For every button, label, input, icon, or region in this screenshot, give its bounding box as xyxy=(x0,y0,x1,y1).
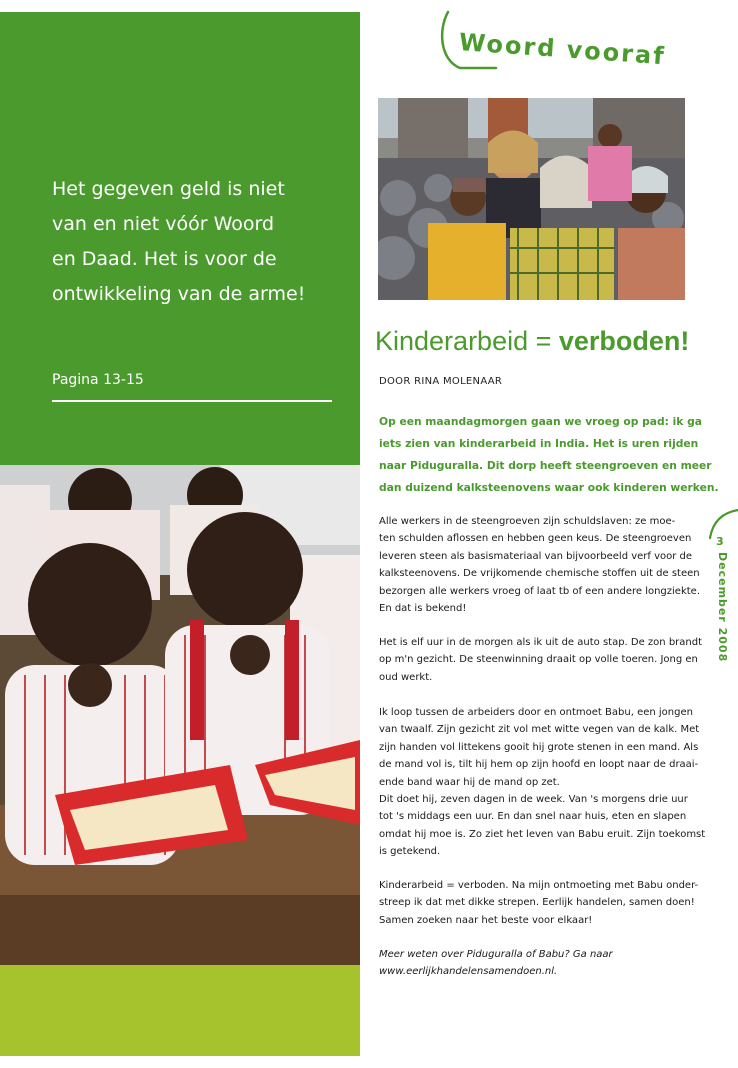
body-line: leveren steen als basismateriaal van bijvoorbeeld verf voor de xyxy=(379,550,693,562)
body-line: bezorgen alle werkers vroeg of laat tb of een andere longziekte. xyxy=(379,585,701,597)
intro-line: naar Piduguralla. Dit dorp heeft steengroeven en meer xyxy=(379,459,712,472)
classroom-photo-illustration xyxy=(0,465,360,965)
article-title-bold: verboden! xyxy=(558,326,690,356)
closing-link: www.eerlijkhandelensamendoen.nl. xyxy=(379,966,558,978)
divider-rule xyxy=(52,400,332,402)
intro-line: Op een maandagmorgen gaan we vroeg op pad: ik ga xyxy=(379,415,702,428)
body-line: Ik loop tussen de arbeiders door en ontmoet Babu, een jongen xyxy=(379,707,693,718)
closing-line: Meer weten over Piduguralla of Babu? Ga naar xyxy=(379,949,613,960)
article-intro xyxy=(379,411,719,499)
page-reference: Pagina 13-15 xyxy=(52,372,144,388)
issue-date: December 2008 xyxy=(716,552,729,663)
article-title xyxy=(375,326,689,357)
intro-line: iets zien van kinderarbeid in India. Het is uren rijden xyxy=(379,437,699,450)
body-line: tot 's middags een uur. En dan snel naar huis, eten en slapen xyxy=(379,811,687,823)
body-line: oud werkt. xyxy=(379,671,433,683)
pull-quote-line: ontwikkeling van de arme! xyxy=(52,283,306,305)
paragraph-3 xyxy=(379,704,706,861)
quarry-photo-illustration xyxy=(378,98,685,300)
body-line: van twaalf. Zijn gezicht zit vol met witte vegen van de kalk. Met xyxy=(379,724,700,736)
paragraph-2 xyxy=(379,634,703,686)
body-line: de mand vol is, tilt hij hem op zijn hoofd en loopt naar de draai- xyxy=(379,759,699,771)
article-title-plain: Kinderarbeid = xyxy=(375,326,559,356)
closing-note xyxy=(379,946,699,981)
body-line: ende band waar hij de mand op zet. xyxy=(379,776,560,788)
paragraph-1 xyxy=(379,513,699,617)
body-line: Kinderarbeid = verboden. Na mijn ontmoeting met Babu onder- xyxy=(379,880,699,891)
body-line: Het is elf uur in de morgen als ik uit de auto stap. De zon brandt xyxy=(379,637,703,648)
photo-children-in-classroom xyxy=(0,465,360,965)
paragraph-4 xyxy=(379,877,699,929)
body-line: streep ik dat met dikke strepen. Eerlijk handelen, samen doen! xyxy=(379,897,695,909)
body-line: zijn handen vol littekens gooit hij grote stenen in een mand. Als xyxy=(379,741,699,753)
body-line: Alle werkers in de steengroeven zijn schuldslaven: ze moe- xyxy=(379,516,676,527)
section-title: Woord vooraf xyxy=(458,28,667,71)
pull-quote-line: en Daad. Het is voor de xyxy=(52,248,277,270)
body-line: op m'n gezicht. De steenwinning draait op volle toeren. Jong en xyxy=(379,654,698,666)
byline: DOOR RINA MOLENAAR xyxy=(379,376,503,387)
body-line: Dit doet hij, zeven dagen in de week. Van 's morgens drie uur xyxy=(379,794,688,806)
body-line: En dat is bekend! xyxy=(379,603,467,615)
body-line: is getekend. xyxy=(379,846,441,858)
photo-quarry-workers xyxy=(378,98,685,300)
pull-quote-line: van en niet vóór Woord xyxy=(52,213,275,235)
pull-quote-line: Het gegeven geld is niet xyxy=(52,178,285,200)
lime-footer-bar xyxy=(0,965,360,1056)
pull-quote xyxy=(52,172,342,312)
body-line: kalksteenovens. De vrijkomende chemische stoffen uit de steen xyxy=(379,568,700,580)
page-number: 3 xyxy=(716,535,724,548)
body-line: ten schulden aflossen en hebben geen keus. De steengroeven xyxy=(379,533,692,545)
body-line: Samen zoeken naar het beste voor elkaar! xyxy=(379,914,593,926)
intro-line: dan duizend kalksteenovens waar ook kinderen werken. xyxy=(379,481,719,494)
body-line: omdat hij moe is. Zo ziet het leven van Babu eruit. Zijn toekomst xyxy=(379,828,706,840)
